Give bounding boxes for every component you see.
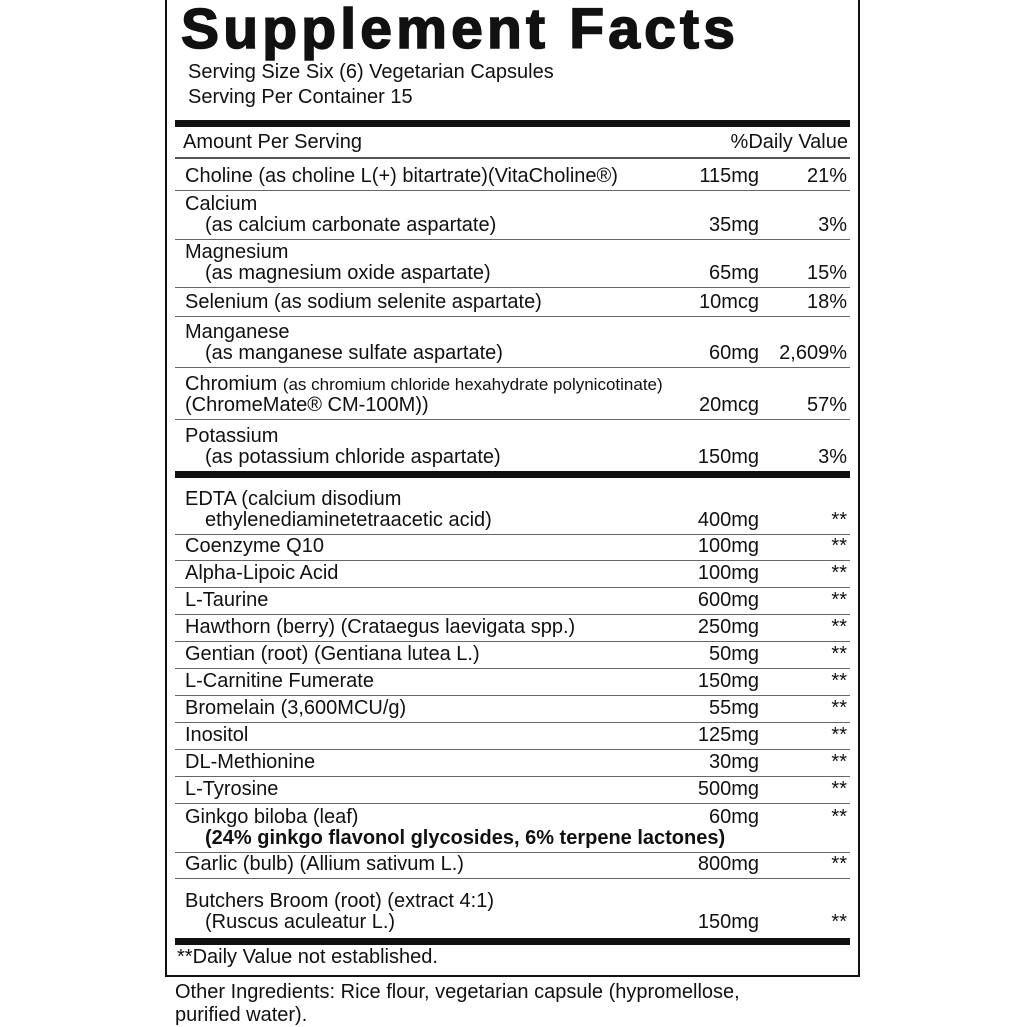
footnote: **Daily Value not established. xyxy=(177,946,438,968)
ingredient-row xyxy=(175,420,850,471)
ingredient-name xyxy=(185,489,492,531)
ingredient-name xyxy=(185,854,464,875)
other-ingredients-cont: purified water). xyxy=(175,1004,308,1026)
ingredient-name-line: L-Taurine xyxy=(185,589,269,611)
ingredient-name xyxy=(185,725,248,746)
daily-value: ** xyxy=(831,589,847,611)
ingredient-name xyxy=(185,322,503,364)
ingredient-name xyxy=(185,644,480,665)
ingredient-name-line: Manganese xyxy=(185,321,290,343)
ingredient-name xyxy=(185,671,374,692)
ingredient-name-line: (24% ginkgo flavonol glycosides, 6% terpene lactones) xyxy=(205,827,726,849)
ingredient-name xyxy=(185,891,494,933)
daily-value: ** xyxy=(831,853,847,875)
amount: 400mg xyxy=(697,509,759,531)
thick-divider xyxy=(175,471,850,478)
ingredient-row xyxy=(175,615,850,642)
ingredient-name xyxy=(185,242,491,284)
daily-value: ** xyxy=(831,724,847,746)
ingredient-row xyxy=(175,368,850,420)
daily-value-header: %Daily Value xyxy=(730,131,848,153)
ingredient-name-line: (as chromium chloride hexahydrate polynicotinate) xyxy=(282,375,663,394)
ingredient-name-line: (Ruscus aculeatur L.) xyxy=(205,911,396,933)
amount: 600mg xyxy=(697,589,759,611)
amount: 35mg xyxy=(708,214,759,236)
ingredient-name xyxy=(185,166,618,187)
daily-value: ** xyxy=(831,911,847,933)
amount: 150mg xyxy=(697,446,759,468)
daily-value: 3% xyxy=(818,214,847,236)
amount: 250mg xyxy=(697,616,759,638)
daily-value: 18% xyxy=(806,291,847,313)
ingredient-name-line: ethylenediaminetetraacetic acid) xyxy=(205,509,492,531)
amount: 60mg xyxy=(708,342,759,364)
ingredient-row xyxy=(175,669,850,696)
ingredient-name-line: Gentian (root) (Gentiana lutea L.) xyxy=(185,643,480,665)
ingredient-name-line: (as calcium carbonate aspartate) xyxy=(205,214,497,236)
ingredient-name-line: (as manganese sulfate aspartate) xyxy=(205,342,503,364)
amount: 150mg xyxy=(697,911,759,933)
ingredient-name-line: Hawthorn (berry) (Crataegus laevigata spp.) xyxy=(185,616,576,638)
ingredient-row xyxy=(175,288,850,317)
amount: 20mcg xyxy=(698,394,759,416)
ingredient-name xyxy=(185,292,542,313)
amount: 125mg xyxy=(697,724,759,746)
ingredient-name xyxy=(185,194,496,236)
ingredient-row xyxy=(175,191,850,240)
ingredient-name xyxy=(185,563,338,584)
ingredient-row xyxy=(175,750,850,777)
thick-divider xyxy=(175,938,850,945)
daily-value: ** xyxy=(831,751,847,773)
amount: 115mg xyxy=(699,165,759,187)
daily-value: ** xyxy=(831,806,847,828)
amount: 65mg xyxy=(708,262,759,284)
daily-value: ** xyxy=(831,616,847,638)
ingredient-name-line: L-Tyrosine xyxy=(185,778,279,800)
amount: 10mcg xyxy=(698,291,759,313)
ingredient-name xyxy=(185,698,406,719)
ingredient-name-line: Ginkgo biloba (leaf) xyxy=(185,806,359,828)
supplement-facts-panel xyxy=(165,0,860,977)
ingredient-name-first-line xyxy=(185,374,663,395)
amount: 50mg xyxy=(708,643,759,665)
ingredient-name-line: EDTA (calcium disodium xyxy=(185,488,402,510)
other-ingredients: Other Ingredients: Rice flour, vegetarian capsule (hypromellose, xyxy=(175,981,740,1003)
ingredient-name xyxy=(185,807,725,849)
ingredient-row xyxy=(175,561,850,588)
amount: 55mg xyxy=(708,697,759,719)
ingredient-name-line: Potassium xyxy=(185,425,279,447)
ingredient-row xyxy=(175,159,850,191)
ingredient-row xyxy=(175,642,850,669)
daily-value: 2,609% xyxy=(779,342,847,364)
ingredient-name-line: Coenzyme Q10 xyxy=(185,535,324,557)
ingredient-name xyxy=(185,617,575,638)
serving-size: Serving Size Six (6) Vegetarian Capsules xyxy=(188,61,554,83)
daily-value: ** xyxy=(831,509,847,531)
daily-value: ** xyxy=(831,778,847,800)
daily-value: 3% xyxy=(818,446,847,468)
amount: 800mg xyxy=(697,853,759,875)
ingredient-name-line: Chromium xyxy=(185,373,278,395)
ingredient-row xyxy=(175,804,850,853)
ingredient-row xyxy=(175,723,850,750)
ingredient-name-line: Choline (as choline L(+) bitartrate)(VitaCholine®) xyxy=(185,165,618,187)
ingredient-row xyxy=(175,696,850,723)
ingredient-row xyxy=(175,317,850,368)
amount: 60mg xyxy=(708,806,759,828)
amount-per-serving-header: Amount Per Serving xyxy=(183,131,362,153)
ingredient-row xyxy=(175,535,850,561)
ingredient-name-line: Magnesium xyxy=(185,241,289,263)
ingredient-row xyxy=(175,588,850,615)
ingredient-name xyxy=(185,374,663,416)
daily-value: ** xyxy=(831,535,847,557)
amount: 30mg xyxy=(708,751,759,773)
amount: 500mg xyxy=(697,778,759,800)
amount: 100mg xyxy=(697,535,759,557)
ingredient-name-line: Bromelain (3,600MCU/g) xyxy=(185,697,407,719)
ingredient-name-line: L-Carnitine Fumerate xyxy=(185,670,374,692)
ingredient-rows xyxy=(175,159,850,936)
ingredient-name xyxy=(185,536,324,557)
ingredient-name-line: Garlic (bulb) (Allium sativum L.) xyxy=(185,853,464,875)
ingredient-name-line: DL-Methionine xyxy=(185,751,316,773)
ingredient-name-line: Selenium (as sodium selenite aspartate) xyxy=(185,291,542,313)
ingredient-name-line: Alpha-Lipoic Acid xyxy=(185,562,339,584)
ingredient-name-line: Butchers Broom (root) (extract 4:1) xyxy=(185,890,494,912)
ingredient-row xyxy=(175,240,850,288)
ingredient-row xyxy=(175,853,850,879)
ingredient-row xyxy=(175,777,850,804)
ingredient-name xyxy=(185,779,278,800)
daily-value: 21% xyxy=(806,165,847,187)
thick-divider xyxy=(175,120,850,127)
ingredient-name-line: (as potassium chloride aspartate) xyxy=(205,446,501,468)
daily-value: 57% xyxy=(806,394,847,416)
panel-title: Supplement Facts xyxy=(181,0,740,61)
ingredient-row xyxy=(175,478,850,535)
ingredient-name-line: (ChromeMate® CM-100M)) xyxy=(185,394,429,416)
amount: 150mg xyxy=(697,670,759,692)
amount: 100mg xyxy=(697,562,759,584)
ingredient-name-line: Inositol xyxy=(185,724,249,746)
ingredient-name xyxy=(185,426,501,468)
daily-value: ** xyxy=(831,643,847,665)
ingredient-name-line: (as magnesium oxide aspartate) xyxy=(205,262,491,284)
daily-value: 15% xyxy=(806,262,847,284)
ingredient-row xyxy=(175,879,850,936)
ingredient-name-line: Calcium xyxy=(185,193,258,215)
daily-value: ** xyxy=(831,670,847,692)
ingredient-name xyxy=(185,590,268,611)
daily-value: ** xyxy=(831,697,847,719)
servings-per-container: Serving Per Container 15 xyxy=(188,86,413,108)
ingredient-name xyxy=(185,752,315,773)
daily-value: ** xyxy=(831,562,847,584)
